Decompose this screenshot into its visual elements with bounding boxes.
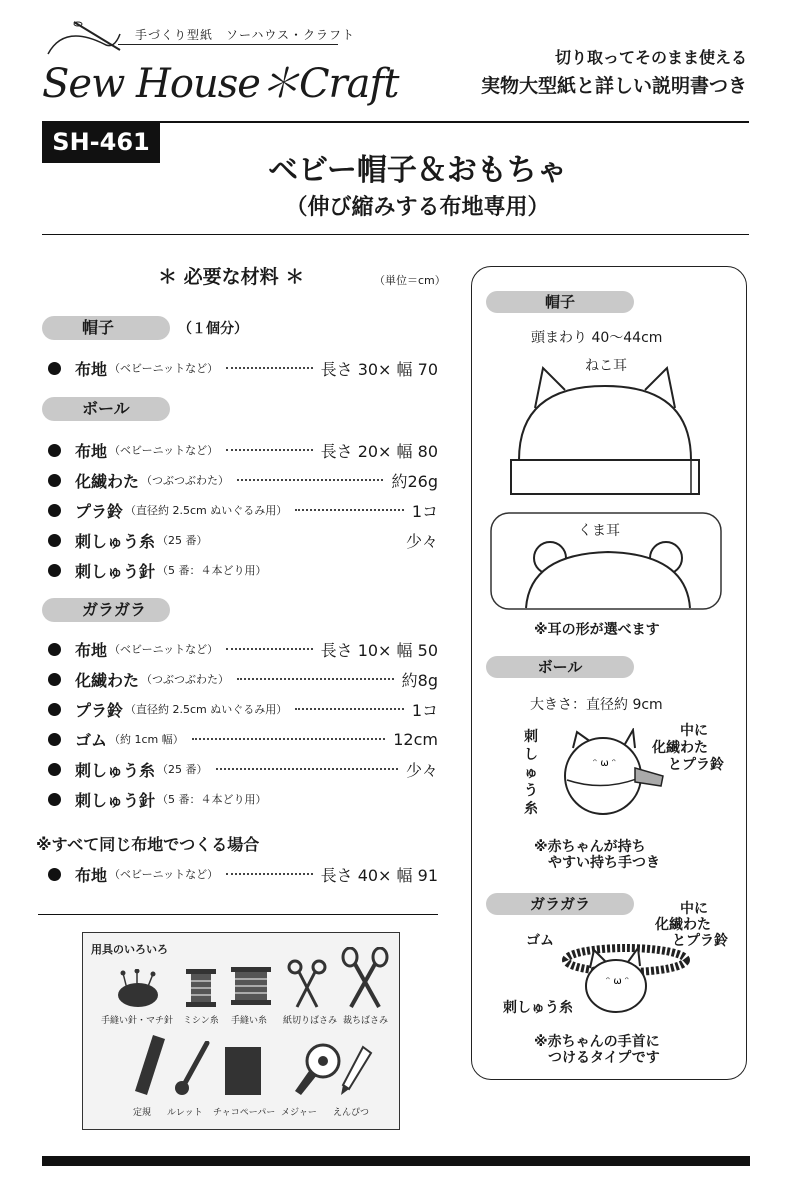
cat-rattle-illustration bbox=[562, 940, 690, 1018]
bullet-icon bbox=[48, 474, 61, 487]
bullet-icon bbox=[48, 504, 61, 517]
svg-text:ᵔ ω ᵔ: ᵔ ω ᵔ bbox=[593, 758, 617, 769]
section-hat-label: 帽子 bbox=[42, 316, 170, 340]
fabric-scissors-icon bbox=[341, 947, 389, 1009]
title-divider bbox=[42, 234, 749, 235]
list-item: 布地 （ベビーニットなど） 長さ 40× 幅 91 bbox=[48, 862, 438, 886]
tagline-1: 切り取ってそのまま使える bbox=[554, 48, 747, 67]
tool-label: 裁ちばさみ bbox=[343, 1016, 389, 1026]
tools-box bbox=[82, 932, 400, 1130]
pencil-icon bbox=[339, 1045, 373, 1097]
bullet-icon bbox=[48, 362, 61, 375]
bullet-icon bbox=[48, 733, 61, 746]
list-item: 化繊わた （つぶつぶわた） 約8g bbox=[48, 667, 438, 691]
materials-heading: ＊ 必要な材料 ＊ bbox=[158, 266, 305, 288]
list-item: 布地 （ベビーニットなど） 長さ 10× 幅 50 bbox=[48, 637, 438, 661]
hand-thread-spool-icon bbox=[231, 967, 271, 1005]
list-item: 布地 （ベビーニットなど） 長さ 30× 幅 70 bbox=[48, 356, 438, 380]
page-subtitle: （伸び縮みする布地専用） bbox=[285, 195, 550, 220]
product-code: SH-461 bbox=[42, 121, 160, 163]
bullet-icon bbox=[48, 643, 61, 656]
hat-size: 頭まわり 40～44cm bbox=[531, 330, 663, 346]
bullet-icon bbox=[48, 444, 61, 457]
ball-inside-3: とプラ鈴 bbox=[668, 757, 724, 773]
tool-label: ルレット bbox=[167, 1108, 203, 1118]
materials-unit: （単位＝cm） bbox=[374, 274, 446, 287]
sewing-thread-spool-icon bbox=[186, 969, 216, 1007]
brand-name: Sew House＊Craft bbox=[42, 61, 399, 107]
paper-scissors-icon bbox=[287, 959, 327, 1009]
ball-inside-2: 化繊わた bbox=[652, 740, 708, 756]
list-item: 刺しゅう糸 （25 番） 少々 bbox=[48, 528, 438, 552]
cat-ball-illustration bbox=[555, 728, 675, 823]
ball-embroidery-label: 刺しゅう糸 bbox=[524, 729, 538, 817]
rattle-note-1: ※赤ちゃんの手首に bbox=[534, 1034, 660, 1050]
section-divider bbox=[38, 914, 438, 915]
bullet-icon bbox=[48, 763, 61, 776]
footer-bar bbox=[42, 1156, 750, 1166]
ball-size: 大きさ：直径約 9cm bbox=[530, 697, 663, 713]
list-item: ゴム （約 1cm 幅） 12cm bbox=[48, 727, 438, 751]
list-item: 刺しゅう糸 （25 番） 少々 bbox=[48, 757, 438, 781]
tool-label: チャコペーパー bbox=[213, 1108, 276, 1118]
ball-note-2: やすい持ち手つき bbox=[548, 855, 660, 871]
svg-text:ᵔ ω ᵔ: ᵔ ω ᵔ bbox=[606, 976, 630, 987]
tracing-wheel-icon bbox=[173, 1041, 213, 1097]
section-ball-label: ボール bbox=[42, 397, 170, 421]
pincushion-icon bbox=[113, 969, 163, 1009]
bullet-icon bbox=[48, 564, 61, 577]
tool-label: 手縫い糸 bbox=[231, 1016, 268, 1026]
rattle-embroidery-label: 刺しゅう糸 bbox=[503, 1000, 573, 1016]
tool-label: 紙切りばさみ bbox=[283, 1016, 338, 1026]
rattle-note-2: つけるタイプです bbox=[548, 1050, 660, 1066]
all-same-heading: ※すべて同じ布地でつくる場合 bbox=[36, 835, 260, 854]
tool-label: えんぴつ bbox=[333, 1108, 370, 1118]
list-item: プラ鈴 （直径約 2.5cm ぬいぐるみ用） 1コ bbox=[48, 498, 438, 522]
list-item: 化繊わた （つぶつぶわた） 約26g bbox=[48, 468, 438, 492]
ruler-icon bbox=[135, 1035, 165, 1095]
chalk-paper-icon bbox=[223, 1045, 263, 1097]
bullet-icon bbox=[48, 534, 61, 547]
bullet-icon bbox=[48, 703, 61, 716]
bullet-icon bbox=[48, 868, 61, 881]
rattle-inside-2: 化繊わた bbox=[655, 917, 711, 933]
hat-ear-note: ※耳の形が選べます bbox=[534, 622, 660, 638]
cat-ear-hat-illustration bbox=[505, 360, 705, 500]
hat-quantity-note: （１個分） bbox=[178, 321, 248, 337]
page-title: ベビー帽子＆おもちゃ bbox=[268, 153, 567, 188]
tape-measure-icon bbox=[295, 1043, 341, 1097]
brand-subtitle: 手づくり型紙 ソーハウス・クラフト bbox=[135, 28, 356, 42]
list-item: プラ鈴 （直径約 2.5cm ぬいぐるみ用） 1コ bbox=[48, 697, 438, 721]
brand-rule bbox=[118, 44, 338, 45]
bear-ear-label: くま耳 bbox=[578, 523, 620, 539]
tool-label: 定規 bbox=[133, 1108, 152, 1118]
tool-label: ミシン糸 bbox=[183, 1016, 219, 1026]
tool-label: 手縫い針・マチ針 bbox=[101, 1016, 174, 1026]
tools-title: 用具のいろいろ bbox=[91, 943, 168, 956]
list-item: 刺しゅう針 （5 番：４本どり用） bbox=[48, 787, 438, 811]
panel-hat-label: 帽子 bbox=[486, 291, 634, 313]
panel-ball-label: ボール bbox=[486, 656, 634, 678]
list-item: 布地 （ベビーニットなど） 長さ 20× 幅 80 bbox=[48, 438, 438, 462]
cat-ear-label: ねこ耳 bbox=[585, 358, 627, 374]
section-rattle-label: ガラガラ bbox=[42, 598, 170, 622]
tagline-2: 実物大型紙と詳しい説明書つき bbox=[480, 75, 747, 97]
rattle-inside-3: とプラ鈴 bbox=[672, 933, 728, 949]
rattle-inside-1: 中に bbox=[680, 901, 708, 917]
tool-label: メジャー bbox=[281, 1108, 317, 1118]
panel-rattle-label: ガラガラ bbox=[486, 893, 634, 915]
ball-note-1: ※赤ちゃんが持ち bbox=[534, 839, 646, 855]
list-item: 刺しゅう針 （5 番：４本どり用） bbox=[48, 558, 438, 582]
rattle-elastic-label: ゴム bbox=[526, 933, 554, 949]
bullet-icon bbox=[48, 673, 61, 686]
ball-inside-1: 中に bbox=[680, 723, 708, 739]
bullet-icon bbox=[48, 793, 61, 806]
